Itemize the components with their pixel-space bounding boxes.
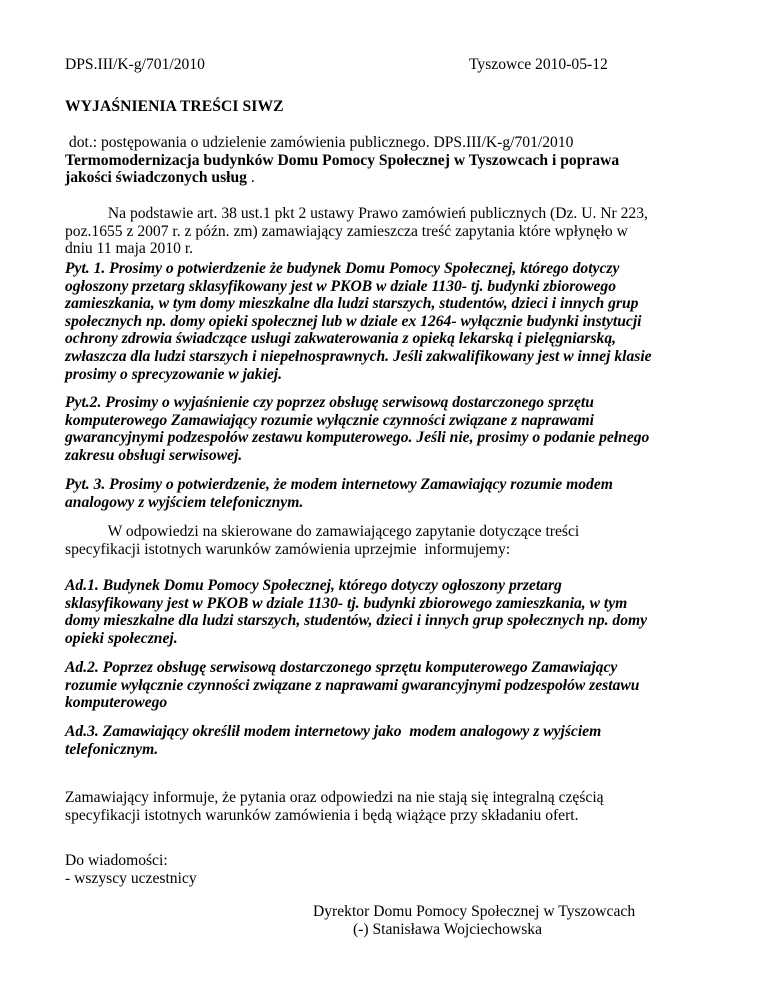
question-2 bbox=[65, 394, 705, 464]
question-line: Pyt. 1. Prosimy o potwierdzenie że budynek Domu Pomocy Społecznej, którego dotyczy bbox=[65, 260, 620, 277]
question-1 bbox=[65, 260, 705, 383]
subject-block bbox=[65, 134, 705, 187]
question-line: ogłoszony przetarg sklasyfikowany jest w PKOB w dziale 1130- tj. budynki zbiorowego bbox=[65, 277, 617, 295]
signature-block bbox=[313, 903, 635, 938]
answer-2 bbox=[65, 659, 705, 712]
answer-line: rozumie wyłącznie czynności związane z naprawami gwarancyjnymi podzespołów zestawu bbox=[65, 676, 640, 694]
answer-1 bbox=[65, 577, 705, 647]
question-line: zakresu obsługi serwisowej. bbox=[65, 446, 243, 464]
question-line: Pyt.2. Prosimy o wyjaśnienie czy poprzez obsługę serwisową dostarczonego sprzętu bbox=[65, 394, 594, 411]
signatory-name: (-) Stanisława Wojciechowska bbox=[353, 920, 542, 938]
intro-line: poz.1655 z 2007 r. z późn. zm) zamawiający zamieszcza treść zapytania które wpłynęło w bbox=[65, 222, 628, 240]
place-and-date: Tyszowce 2010-05-12 bbox=[469, 56, 608, 73]
question-line: zwłaszcza dla ludzi starszych i niepełnosprawnych. Jeśli zakwalifikowany jest w innej klasie bbox=[65, 347, 652, 365]
closing-line: specyfikacji istotnych warunków zamówienia i będą wiążące przy składaniu ofert. bbox=[65, 806, 579, 824]
intro-line: dniu 11 maja 2010 r. bbox=[65, 240, 194, 258]
question-3 bbox=[65, 476, 705, 511]
intro-line: Na podstawie art. 38 ust.1 pkt 2 ustawy Prawo zamówień publicznych (Dz. U. Nr 223, bbox=[65, 205, 648, 222]
answer-3 bbox=[65, 723, 705, 758]
distribution-list bbox=[65, 852, 705, 887]
answer-line: Ad.3. Zamawiający określił modem internetowy jako modem analogowy z wyjściem bbox=[65, 723, 602, 740]
question-line: analogowy z wyjściem telefonicznym. bbox=[65, 493, 304, 511]
subject-line: dot.: postępowania o udzielenie zamówienia publicznego. DPS.III/K-g/701/2010 bbox=[65, 134, 574, 151]
question-line: zamieszkania, w tym domy mieszkalne dla ludzi starszych, studentów, dzieci i innych grup bbox=[65, 295, 639, 313]
subject-title-line: Termomodernizacja budynków Domu Pomocy Społecznej w Tyszowcach i poprawa bbox=[65, 151, 620, 169]
answer-line: telefonicznym. bbox=[65, 740, 159, 758]
response-line: specyfikacji istotnych warunków zamówienia uprzejmie informujemy: bbox=[65, 540, 511, 558]
question-line: komputerowego Zamawiający rozumie wyłącznie czynności związane z naprawami bbox=[65, 411, 594, 429]
signatory-position: Dyrektor Domu Pomocy Społecznej w Tyszowcach bbox=[313, 903, 636, 920]
document-title: WYJAŚNIENIA TREŚCI SIWZ bbox=[65, 98, 284, 115]
distribution-item: - wszyscy uczestnicy bbox=[65, 869, 197, 887]
answer-line: domy mieszkalne dla ludzi starszych, studentów, dzieci i innych grup społecznych np. domy bbox=[65, 612, 648, 630]
intro-paragraph bbox=[65, 205, 705, 258]
closing-line: Zamawiający informuje, że pytania oraz odpowiedzi na nie stają się integralną częścią bbox=[65, 789, 604, 806]
subject-title-bold: jakości świadczonych usług bbox=[65, 169, 247, 187]
answer-line: sklasyfikowany jest w PKOB w dziale 1130- tj. budynki zbiorowego zamieszkania, w tym bbox=[65, 594, 628, 612]
subject-title-tail: . bbox=[246, 169, 255, 187]
response-line: W odpowiedzi na skierowane do zamawiającego zapytanie dotyczące treści bbox=[65, 523, 580, 540]
reference-number: DPS.III/K-g/701/2010 bbox=[65, 56, 205, 73]
answer-line: opieki społecznej. bbox=[65, 629, 178, 647]
distribution-label: Do wiadomości: bbox=[65, 852, 168, 869]
question-line: prosimy o sprecyzowanie w jakiej. bbox=[65, 365, 283, 383]
question-line: Pyt. 3. Prosimy o potwierdzenie, że modem internetowy Zamawiający rozumie modem bbox=[65, 476, 613, 493]
response-intro bbox=[65, 523, 705, 558]
question-line: ochrony zdrowia świadczące usługi zakwaterowania z opieką lekarską i pielęgniarską, bbox=[65, 330, 617, 348]
answer-line: Ad.2. Poprzez obsługę serwisową dostarczonego sprzętu komputerowego Zamawiający bbox=[65, 659, 618, 676]
question-line: społecznych np. domy opieki społecznej lub w dziale ex 1264- wyłącznie budynki instytucji bbox=[65, 312, 642, 330]
subject-title-end bbox=[65, 169, 705, 187]
answer-line: Ad.1. Budynek Domu Pomocy Społecznej, którego dotyczy ogłoszony przetarg bbox=[65, 577, 562, 594]
answer-line: komputerowego bbox=[65, 694, 168, 712]
question-line: gwarancyjnymi podzespołów zestawu komputerowego. Jeśli nie, prosimy o podanie pełnego bbox=[65, 429, 650, 447]
closing-paragraph bbox=[65, 789, 705, 824]
